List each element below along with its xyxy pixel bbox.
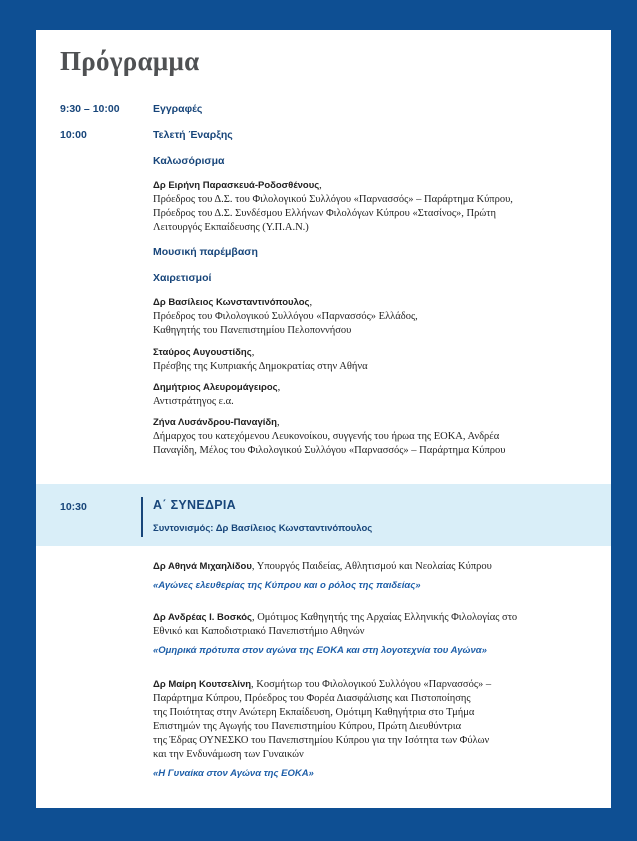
talk: Δρ Ανδρέας Ι. Βοσκός, Ομότιμος Καθηγητής της Αρχαίας Ελληνικής Φιλολογίας στο Εθνικό και Καποδιστριακό Πανεπιστήμιο Αθηνών «Ομηρικά πρότυπα στον αγώνα της ΕΟΚΑ και στη λογοτεχνία του Αγώνα» <box>153 607 593 656</box>
speaker-role-line: Παράρτημα Κύπρου, Πρόεδρος του Φορέα Διασφάλισης και Πιστοποίησης <box>153 693 471 704</box>
speaker-role-line: Λειτουργός Εκπαίδευσης (Υ.Π.Α.Ν.) <box>153 222 309 233</box>
speaker-role-line: Ομότιμος Καθηγητής της Αρχαίας Ελληνικής Φιλολογίας στο <box>257 612 518 623</box>
registration-heading: Εγγραφές <box>153 103 203 115</box>
greeting-speaker: Σταύρος Αυγουστίδης, Πρέσβης της Κυπριακής Δημοκρατίας στην Αθήνα <box>153 342 593 374</box>
speaker-role-line: Πρόεδρος του Φιλολογικού Συλλόγου «Παρνασσός» Ελλάδος, <box>153 311 418 322</box>
greeting-speaker: Δρ Βασίλειος Κωνσταντινόπουλος, Πρόεδρος του Φιλολογικού Συλλόγου «Παρνασσός» Ελλάδος, Καθηγητής του Πανεπιστημίου Πελοποννήσου <box>153 292 593 338</box>
speaker-role-line: της Ποιότητας στην Ανώτερη Εκπαίδευση, Ομότιμη Καθηγήτρια στο Τμήμα <box>153 707 475 718</box>
session-title: Α΄ ΣΥΝΕΔΡΙΑ <box>153 498 236 512</box>
greetings-heading: Χαιρετισμοί <box>153 272 212 284</box>
speaker-role-line: Πρόεδρος του Δ.Σ. Συνδέσμου Ελλήνων Φιλολόγων Κύπρου «Στασίνος», Πρώτη <box>153 208 496 219</box>
opening-ceremony-heading: Τελετή Έναρξης <box>153 129 233 141</box>
time-opening: 10:00 <box>60 129 87 141</box>
speaker-role-line: Εθνικό και Καποδιστριακό Πανεπιστήμιο Αθηνών <box>153 626 365 637</box>
speaker-name: Δημήτριος Αλευρομάγειρος <box>153 382 278 393</box>
speaker-name: Δρ Αθηνά Μιχαηλίδου <box>153 561 252 572</box>
speaker-role-line: της Έδρας ΟΥΝΕΣΚΟ του Πανεπιστημίου Κύπρου για την Ισότητα των Φύλων <box>153 735 490 746</box>
greeting-speaker: Ζήνα Λυσάνδρου-Παναγίδη, Δήμαρχος του κατεχόμενου Λευκονοίκου, συγγενής του ήρωα της ΕΟΚΑ, Ανδρέα Παναγίδη, Μέλος του Φιλολογικού Συλλόγου «Παρνασσός» – Παράρτημα Κύπρου <box>153 412 593 458</box>
page-title: Πρόγραμμα <box>60 46 200 76</box>
talk: Δρ Μαίρη Κουτσελίνη, Κοσμήτωρ του Φιλολογικού Συλλόγου «Παρνασσός» – Παράρτημα Κύπρου, Πρόεδρος του Φορέα Διασφάλισης και Πιστοποίησης της Ποιότητας στην Ανώτερη Εκπαίδευση, Ομότιμη Καθηγήτρια στο Τμήμα Επιστημών της Αγωγής του Πανεπιστημίου Κύπρου, Πρώτη Διευθύντρια της Έδρας ΟΥΝΕΣΚΟ του Πανεπιστημίου Κύπρου για την Ισότητα των Φύλων και την Ενδυνάμωση των Γυναικών «Η Γυναίκα στον Αγώνα της ΕΟΚΑ» <box>153 674 593 779</box>
speaker-name: Σταύρος Αυγουστίδης <box>153 347 252 358</box>
talk-title: «Ομηρικά πρότυπα στον αγώνα της ΕΟΚΑ και στη λογοτεχνία του Αγώνα» <box>153 645 487 656</box>
speaker-name: Δρ Βασίλειος Κωνσταντινόπουλος <box>153 297 310 308</box>
session-moderator: Συντονισμός: Δρ Βασίλειος Κωνσταντινόπουλος <box>153 523 373 534</box>
time-session: 10:30 <box>60 501 87 513</box>
speaker-name: Δρ Ειρήνη Παρασκευά-Ροδοσθένους <box>153 180 320 191</box>
talk-title: «Η Γυναίκα στον Αγώνα της ΕΟΚΑ» <box>153 768 314 779</box>
speaker-name: Δρ Ανδρέας Ι. Βοσκός <box>153 612 252 623</box>
speaker-role-line: Παναγίδη, Μέλος του Φιλολογικού Συλλόγου «Παρνασσός» – Παράρτημα Κύπρου <box>153 445 506 456</box>
speaker-role-line: Καθηγητής του Πανεπιστημίου Πελοποννήσου <box>153 325 352 336</box>
session-divider <box>141 497 143 537</box>
speaker-name: Δρ Μαίρη Κουτσελίνη <box>153 679 252 690</box>
speaker-role-line: και την Ενδυνάμωση των Γυναικών <box>153 749 304 760</box>
greeting-speaker: Δημήτριος Αλευρομάγειρος, Αντιστράτηγος ε.α. <box>153 377 593 409</box>
speaker-name: Ζήνα Λυσάνδρου-Παναγίδη <box>153 417 277 428</box>
program-page <box>36 30 611 808</box>
welcome-speaker: Δρ Ειρήνη Παρασκευά-Ροδοσθένους, Πρόεδρος του Δ.Σ. του Φιλολογικού Συλλόγου «Παρνασσός» – Παράρτημα Κύπρου, Πρόεδρος του Δ.Σ. Συνδέσμου Ελλήνων Φιλολόγων Κύπρου «Στασίνος», Πρώτη Λειτουργός Εκπαίδευσης (Υ.Π.Α.Ν.) <box>153 175 593 235</box>
time-registration: 9:30 – 10:00 <box>60 103 120 115</box>
speaker-role-line: Κοσμήτωρ του Φιλολογικού Συλλόγου «Παρνασσός» – <box>256 679 492 690</box>
speaker-role-line: Πρέσβης της Κυπριακής Δημοκρατίας στην Αθήνα <box>153 361 368 372</box>
talk: Δρ Αθηνά Μιχαηλίδου, Υπουργός Παιδείας, Αθλητισμού και Νεολαίας Κύπρου «Αγώνες ελευθερίας της Κύπρου και ο ρόλος της παιδείας» <box>153 556 593 591</box>
speaker-role-line: Υπουργός Παιδείας, Αθλητισμού και Νεολαίας Κύπρου <box>256 561 492 572</box>
speaker-role-line: Δήμαρχος του κατεχόμενου Λευκονοίκου, συγγενής του ήρωα της ΕΟΚΑ, Ανδρέα <box>153 431 500 442</box>
session-band <box>36 484 611 546</box>
speaker-role-line: Αντιστράτηγος ε.α. <box>153 396 234 407</box>
talk-title: «Αγώνες ελευθερίας της Κύπρου και ο ρόλος της παιδείας» <box>153 580 421 591</box>
music-heading: Μουσική παρέμβαση <box>153 246 258 258</box>
speaker-role-line: Επιστημών της Αγωγής του Πανεπιστημίου Κύπρου, Πρώτη Διευθύντρια <box>153 721 462 732</box>
speaker-role-line: Πρόεδρος του Δ.Σ. του Φιλολογικού Συλλόγου «Παρνασσός» – Παράρτημα Κύπρου, <box>153 194 513 205</box>
welcome-heading: Καλωσόρισμα <box>153 155 225 167</box>
